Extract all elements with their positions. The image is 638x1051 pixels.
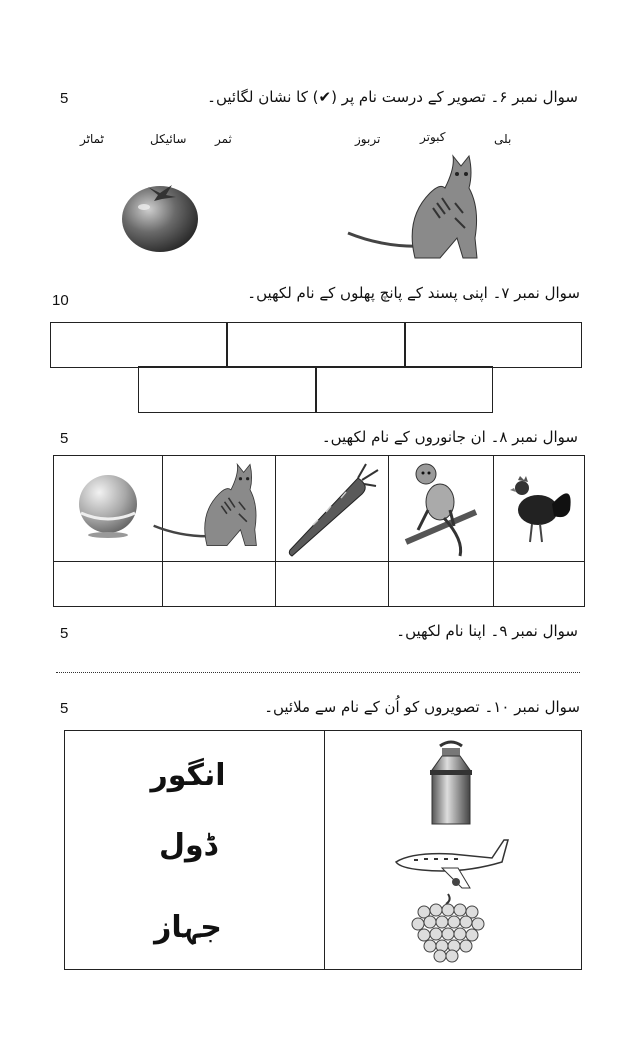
q6-word-fruit[interactable]: ثمر <box>215 132 232 146</box>
q6-word-tomato[interactable]: ٹماٹر <box>80 132 104 146</box>
answer-cell-monkey[interactable] <box>388 561 494 607</box>
fruit-answer-box-3[interactable] <box>50 322 228 368</box>
carrot-image <box>286 462 380 558</box>
q10-marks: 5 <box>60 700 69 717</box>
q6-word-cycle[interactable]: سائیکل <box>150 132 187 146</box>
cat-image-2 <box>150 458 268 552</box>
word-airplane[interactable]: جہاز <box>154 910 222 945</box>
q8-marks: 5 <box>60 430 69 447</box>
tennis-ball-image <box>75 473 141 539</box>
airplane-image <box>392 832 510 892</box>
tomato-image <box>118 175 202 255</box>
answer-cell-cat[interactable] <box>162 561 276 607</box>
word-bucket[interactable]: ڈول <box>158 828 218 863</box>
q6-word-cat[interactable]: بلی <box>494 132 512 146</box>
milk-can-image <box>424 740 478 828</box>
q10-question: سوال نمبر ۱۰۔ تصویروں کو اُن کے نام سے ملائیں۔ <box>264 698 580 716</box>
grapes-image <box>410 892 486 964</box>
answer-cell-rooster[interactable] <box>493 561 585 607</box>
fruit-answer-box-2[interactable] <box>226 322 406 368</box>
answer-cell-carrot[interactable] <box>275 561 389 607</box>
fruit-answer-box-5[interactable] <box>138 366 317 413</box>
cat-image <box>345 148 490 266</box>
q6-word-watermelon[interactable]: تربوز <box>355 132 381 146</box>
q8-question: سوال نمبر ۸۔ ان جانوروں کے نام لکھیں۔ <box>321 428 578 446</box>
q6-marks: 5 <box>60 90 69 107</box>
q7-question: سوال نمبر ۷۔ اپنی پسند کے پانچ پھلوں کے نام لکھیں۔ <box>247 284 580 302</box>
q7-marks: 10 <box>52 292 69 309</box>
name-dotted-line[interactable] <box>56 672 580 673</box>
fruit-answer-box-1[interactable] <box>404 322 582 368</box>
monkey-image <box>404 460 480 558</box>
rooster-image <box>508 470 576 550</box>
word-grapes[interactable]: انگور <box>150 758 226 793</box>
answer-cell-ball[interactable] <box>53 561 163 607</box>
q9-question: سوال نمبر ۹۔ اپنا نام لکھیں۔ <box>396 622 578 640</box>
q6-question: سوال نمبر ۶۔ تصویر کے درست نام پر (✔) کا نشان لگائیں۔ <box>207 88 578 106</box>
q6-word-pigeon[interactable]: کبوتر <box>420 130 446 144</box>
q9-marks: 5 <box>60 625 69 642</box>
matching-divider <box>324 730 325 970</box>
fruit-answer-box-4[interactable] <box>315 366 493 413</box>
